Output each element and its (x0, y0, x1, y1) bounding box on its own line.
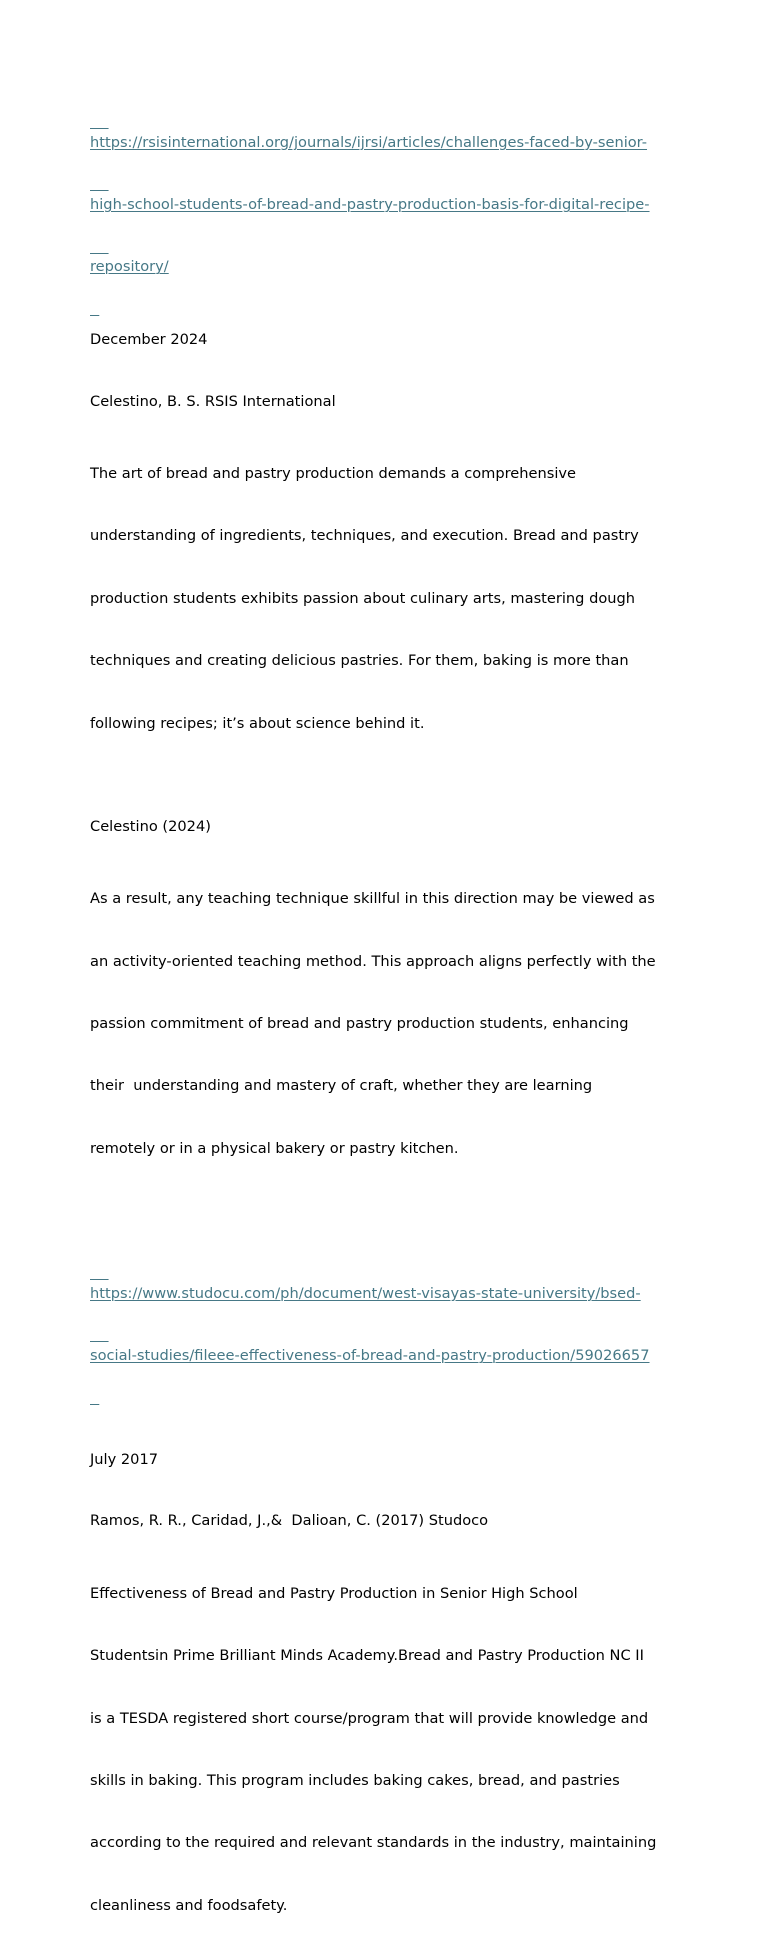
text-line: their understanding and mastery of craft, whether they are learning (90, 1077, 593, 1095)
citation: Celestino, B. S. RSIS International (90, 392, 336, 410)
document-page (90, 91, 680, 1958)
text-line: Effectiveness of Bread and Pastry Production in Senior High School (90, 1584, 578, 1602)
text-line: As a result, any teaching technique skillful in this direction may be viewed as (90, 890, 655, 908)
summary-paragraph (90, 1542, 680, 1958)
text-line: production students exhibits passion about culinary arts, mastering dough (90, 589, 636, 607)
text-line: techniques and creating delicious pastries. For them, baking is more than (90, 652, 629, 670)
text-line: is a TESDA registered short course/program that will provide knowledge and (90, 1709, 649, 1727)
link-line: social-studies/fileee-effectiveness-of-bread-and-pastry-production/59026657 (90, 1347, 650, 1365)
link-line: high-school-students-of-bread-and-pastry-production-basis-for-digital-recipe- (90, 195, 650, 213)
source-link-studocu[interactable] (90, 1242, 680, 1408)
citation: Celestino (2024) (90, 817, 211, 835)
summary-paragraph (90, 848, 680, 1202)
publication-date: July 2017 (90, 1450, 159, 1468)
text-line: according to the required and relevant standards in the industry, maintaining (90, 1834, 657, 1852)
text-line: understanding of ingredients, techniques, and execution. Bread and pastry (90, 527, 639, 545)
text-line: an activity-oriented teaching method. This approach aligns perfectly with the (90, 952, 656, 970)
source-link-rsis[interactable] (90, 91, 680, 320)
text-line: Studentsin Prime Brilliant Minds Academy.Bread and Pastry Production NC II (90, 1647, 644, 1665)
summary-paragraph (90, 422, 680, 776)
text-line: remotely or in a physical bakery or pastry kitchen. (90, 1139, 459, 1157)
link-line: https://rsisinternational.org/journals/ijrsi/articles/challenges-faced-by-senior- (90, 133, 648, 151)
citation: Ramos, R. R., Caridad, J.,& Dalioan, C. (2017) Studoco (90, 1512, 489, 1530)
text-line: skills in baking. This program includes baking cakes, bread, and pastries (90, 1771, 620, 1789)
publication-date: December 2024 (90, 330, 208, 348)
link-line: repository/ (90, 258, 169, 276)
text-line: passion commitment of bread and pastry production students, enhancing (90, 1015, 629, 1033)
link-line: https://www.studocu.com/ph/document/west-visayas-state-university/bsed- (90, 1284, 641, 1302)
text-line: The art of bread and pastry production demands a comprehensive (90, 464, 577, 482)
text-line: cleanliness and foodsafety. (90, 1896, 288, 1914)
text-line: following recipes; it’s about science behind it. (90, 714, 425, 732)
